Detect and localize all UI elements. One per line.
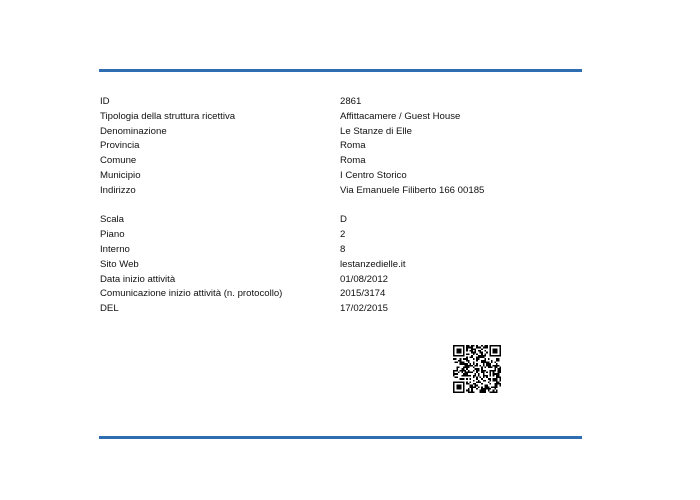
field-label: Interno xyxy=(100,243,130,255)
field-value: Affittacamere / Guest House xyxy=(340,110,461,122)
field-value: 01/08/2012 xyxy=(340,273,389,285)
field-value: 2 xyxy=(340,229,346,241)
row-del xyxy=(100,302,500,317)
row-id xyxy=(100,95,500,110)
row-indirizzo xyxy=(100,184,500,199)
field-value: 2015/3174 xyxy=(340,288,386,300)
field-label: Tipologia della struttura ricettiva xyxy=(100,110,236,122)
field-label: Scala xyxy=(100,214,124,226)
field-value: Roma xyxy=(340,140,366,152)
field-label: Piano xyxy=(100,229,125,241)
row-piano xyxy=(100,228,500,243)
field-label: Data inizio attività xyxy=(100,273,176,285)
qr-code-icon xyxy=(453,345,501,393)
row-scala xyxy=(100,213,500,228)
row-comune xyxy=(100,154,500,169)
row-tipologia xyxy=(100,110,500,125)
website-link[interactable]: lestanzedielle.it xyxy=(340,258,406,270)
field-label: Indirizzo xyxy=(100,184,136,196)
field-value: Roma xyxy=(340,155,366,167)
field-value: 8 xyxy=(340,243,346,255)
row-municipio xyxy=(100,169,500,184)
field-label: Provincia xyxy=(100,140,140,152)
field-value: 17/02/2015 xyxy=(340,303,389,315)
field-label: Denominazione xyxy=(100,125,167,137)
row-interno xyxy=(100,243,500,258)
record-details xyxy=(100,95,500,317)
field-value: Le Stanze di Elle xyxy=(340,125,412,137)
row-denominazione xyxy=(100,125,500,140)
field-label: ID xyxy=(100,96,110,107)
field-value: D xyxy=(340,214,347,226)
row-protocollo xyxy=(100,287,500,302)
field-value: Via Emanuele Filiberto 166 00185 xyxy=(340,184,485,196)
row-sito-web xyxy=(100,258,500,273)
row-provincia xyxy=(100,139,500,154)
bottom-divider xyxy=(99,436,582,439)
field-label: DEL xyxy=(100,303,119,315)
field-value: I Centro Storico xyxy=(340,169,407,181)
row-data-inizio xyxy=(100,273,500,288)
field-label: Municipio xyxy=(100,169,141,181)
field-value: 2861 xyxy=(340,96,362,107)
field-label: Comunicazione inizio attività (n. protocollo) xyxy=(100,288,283,300)
field-label: Comune xyxy=(100,155,137,167)
top-divider xyxy=(99,69,582,72)
field-label: Sito Web xyxy=(100,258,139,270)
